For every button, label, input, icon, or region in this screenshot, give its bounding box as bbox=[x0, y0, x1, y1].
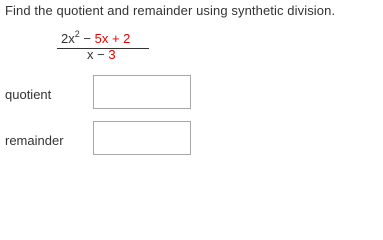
remainder-label: remainder bbox=[5, 133, 64, 148]
dividend-polynomial bbox=[61, 31, 130, 46]
constant-term: 2 bbox=[123, 31, 131, 46]
remainder-input[interactable] bbox=[93, 121, 191, 155]
plus-operator: + bbox=[111, 31, 120, 46]
instruction-text: Find the quotient and remainder using synthetic division. bbox=[5, 3, 336, 18]
divisor-polynomial bbox=[87, 47, 116, 62]
divisor-variable: x bbox=[87, 47, 94, 62]
divisor-minus-operator: − bbox=[97, 47, 105, 62]
term-2x: 2x bbox=[61, 31, 75, 46]
quotient-label: quotient bbox=[5, 87, 52, 102]
exponent: 2 bbox=[74, 29, 80, 39]
divisor-constant: 3 bbox=[108, 47, 116, 62]
minus-operator: − bbox=[83, 31, 91, 46]
quotient-input[interactable] bbox=[93, 75, 191, 109]
term-5x: 5x bbox=[94, 31, 109, 46]
